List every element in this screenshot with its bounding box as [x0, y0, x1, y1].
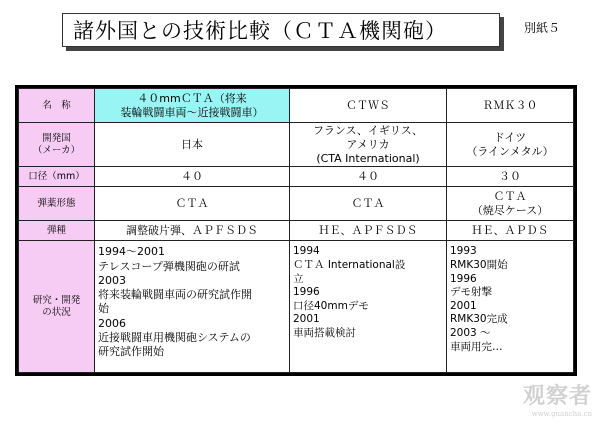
history-cell-line: 1994: [293, 245, 320, 258]
table-row: [19, 167, 574, 187]
table-cell-line: フランス、イギリス、: [312, 124, 424, 137]
table-cell: [447, 187, 574, 221]
header-cell-0: [95, 89, 290, 123]
history-cell-line: 車両用完…: [450, 340, 503, 353]
row-label-history-line: の状況: [42, 306, 71, 318]
table-cell: [95, 123, 290, 167]
page-title-text: 諸外国との技術比較（ＣＴＡ機関砲）: [73, 19, 447, 43]
history-cell-line: 将来装輪戦闘車両の研究試作開: [98, 288, 252, 302]
row-label-history: [19, 241, 95, 373]
table-cell-line: アメリカ: [346, 137, 390, 151]
row-label-history-line: 研究・開発: [32, 294, 81, 306]
history-cell-line: 2001: [450, 299, 477, 312]
history-cell: [95, 241, 290, 373]
row-label: [19, 167, 95, 187]
history-cell: [447, 241, 574, 373]
history-cell-line: 2001: [293, 313, 320, 326]
table-cell-line: ＣＴＡ: [493, 190, 527, 203]
watermark-logo: [523, 379, 592, 418]
table-cell-line: ４０: [181, 169, 203, 183]
table-cell-line: ４０: [357, 169, 379, 183]
attachment-label: 別紙５: [524, 21, 561, 35]
history-cell-line: ＣＴＡ International設: [293, 258, 406, 271]
header-cell-2-line: ＲＭＫ３０: [482, 98, 538, 112]
table-cell-line: 調整破片弾、ＡＰＦＳＤＳ: [126, 223, 258, 237]
table-cell: [95, 167, 290, 187]
table-row-name: [19, 89, 574, 123]
row-label: [19, 221, 95, 241]
row-label: [19, 123, 95, 167]
table-cell: [290, 123, 447, 167]
history-cell-line: 研究試作開始: [98, 345, 164, 359]
header-cell-0-line: ４０mmＣＴＡ（将来: [137, 91, 247, 105]
table-row: [19, 187, 574, 221]
table-cell: [290, 167, 447, 187]
table-cell-line: （ラインメタル）: [466, 144, 554, 158]
page-title: [62, 13, 500, 47]
header-cell-1: [290, 89, 447, 123]
history-cell-line: 近接戦闘車用機関砲システムの: [98, 331, 251, 345]
row-label-name: 名 称: [19, 89, 95, 123]
history-cell-line: 2003 〜: [450, 327, 491, 340]
history-cell-line: 口径40mmデモ: [293, 299, 369, 312]
history-cell-line: テレスコープ弾機関砲の研試: [98, 259, 240, 273]
history-cell-line: 1996: [293, 286, 320, 299]
row-label: [19, 187, 95, 221]
table-cell-line: ３０: [499, 169, 521, 183]
history-cell-line: RMK30完成: [450, 313, 508, 326]
table-row: [19, 221, 574, 241]
table-cell: [447, 167, 574, 187]
history-cell: [290, 241, 447, 373]
history-cell-line: 立: [293, 272, 304, 285]
header-cell-0-line: 装輪戦闘車両〜近接戦闘車）: [120, 105, 264, 119]
table-cell-line: ＣＴＡ: [351, 196, 385, 210]
row-label-line: 開発国: [42, 132, 71, 144]
table-row-history: [19, 241, 574, 373]
table-cell: [290, 221, 447, 241]
history-cell-line: 1994〜2001: [98, 245, 165, 259]
header-cell-2: [447, 89, 574, 123]
table-cell-line: ＨＥ、ＡＰＤＳ: [471, 223, 549, 237]
history-cell-line: 2006: [98, 316, 126, 330]
table-cell-line: ドイツ: [493, 130, 527, 144]
row-label-line: 弾薬形態: [37, 197, 76, 209]
table-cell-line: (CTA International): [316, 151, 420, 165]
history-cell-line: RMK30開始: [450, 258, 508, 271]
row-label-line: 弾種: [46, 224, 66, 236]
table-row: [19, 123, 574, 167]
row-label-line: 口径（mm）: [28, 170, 85, 182]
table-cell-line: ＨＥ、ＡＰＦＳＤＳ: [318, 223, 418, 237]
table-cell-line: 日本: [181, 137, 203, 151]
history-cell-line: 始: [98, 302, 109, 316]
history-cell-line: 1993: [450, 245, 477, 258]
row-label-line: （メーカ）: [32, 144, 81, 156]
table-cell: [95, 187, 290, 221]
table-cell: [447, 123, 574, 167]
table-cell: [447, 221, 574, 241]
table-cell: [290, 187, 447, 221]
watermark-url: www.guancha.cn: [531, 410, 592, 418]
table-cell-line: （焼尽ケース）: [471, 203, 549, 217]
history-cell-line: 車両搭載検討: [293, 327, 356, 340]
history-cell-line: 2003: [98, 273, 126, 287]
history-cell-line: デモ射撃: [450, 286, 492, 299]
watermark-main: 观察者: [522, 383, 592, 409]
comparison-table: [18, 88, 574, 373]
history-cell-line: 1996: [450, 272, 477, 285]
table-cell-line: ＣＴＡ: [175, 196, 209, 210]
header-cell-1-line: ＣＴＷＳ: [346, 98, 390, 112]
table-cell: [95, 221, 290, 241]
